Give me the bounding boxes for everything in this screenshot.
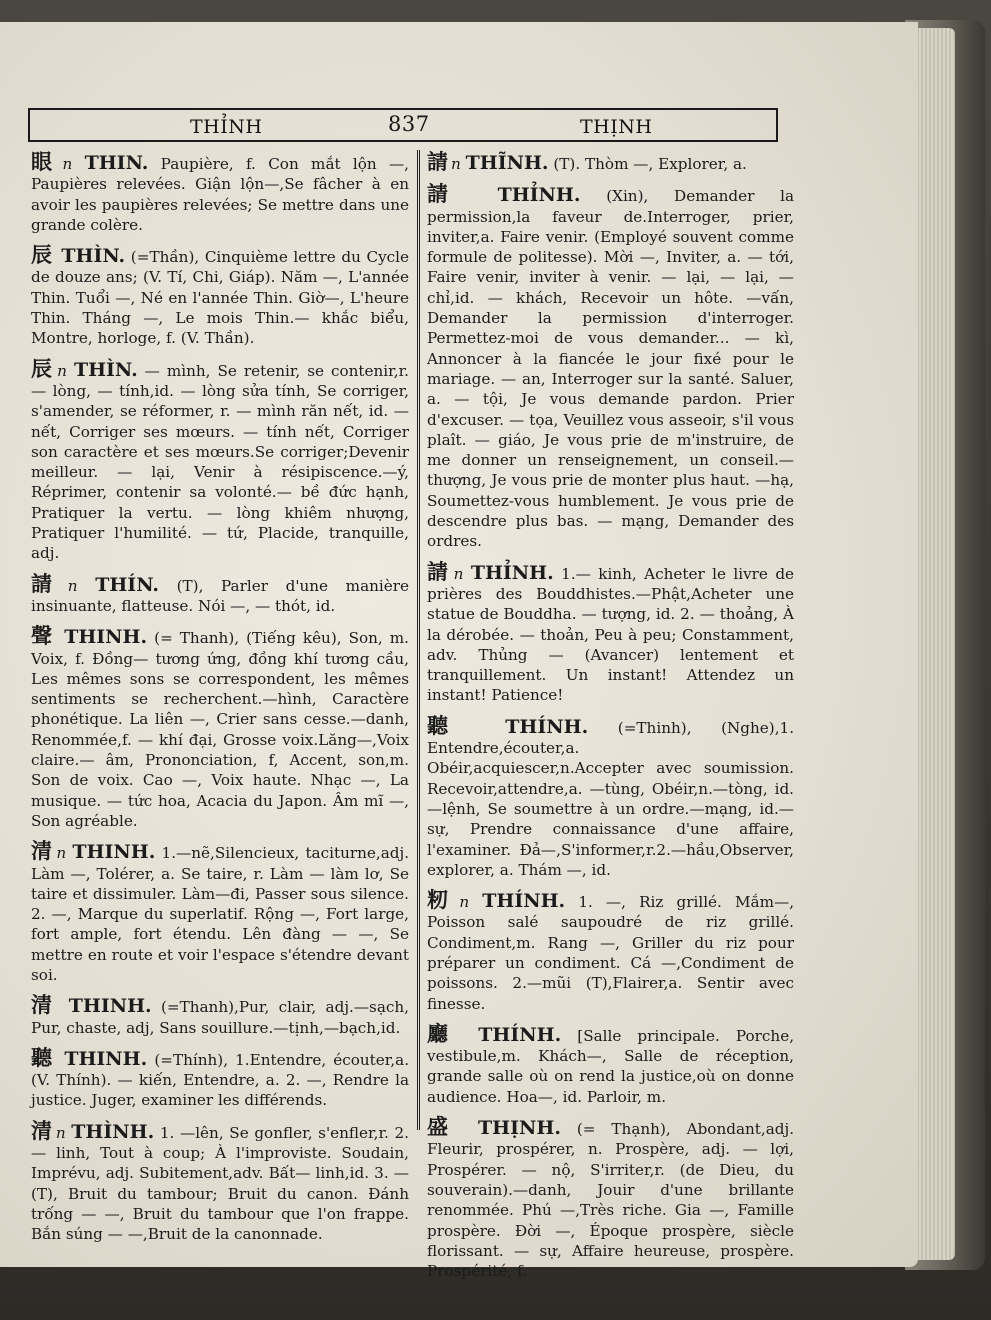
entry-pos: n — [67, 576, 78, 595]
dictionary-entry — [31, 623, 410, 831]
entry-definition: 1.—nẽ,Silencieux, taciturne,adj. Làm —, Tolérer, a. Se taire, r. Làm — làm lơ, Se taire et dissimuler. Làm—đi, Passer sous silence. 2. —, Marque du superlatif. Rộng —, Fort large, fort ample, fort étendu. Lên đàng — —, Se mettre en route et voir l'espace s'étendre devant soi. — [31, 844, 410, 984]
han-character: 辰 — [31, 242, 53, 268]
han-character: 聲 — [31, 623, 55, 649]
right-column — [427, 149, 795, 1291]
entry-definition: (Xin), Demander la permission,la faveur de.Interroger, prier, inviter,a. Faire venir. (Employé souvent comme formule de politesse). Mời —, Inviter, a. — tới, Faire venir, inviter à venir. — lại, — lại, — chỉ,id. — khách, Recevoir un hôte. —vấn, Demander la permission d'interroger. Permettez-moi de vous demander... — kì, Annoncer à la fiancée le jour fixé pour le mariage. — an, Interroger sur la santé. Saluer, a. — tội, Je vous demande pardon. Prier d'excuser. — tọa, Veuillez vous asseoir, s'il vous plaît. — giáo, Je vous prie de m'instruire, de me donner un renseignement, un conseil.— thượng, Je vous prie de monter plus haut. —hạ, Soumettez-vous humblement. Je vous prie de descendre plus bas. — mạng, Demander des ordres. — [427, 187, 795, 551]
dictionary-entry — [31, 1117, 410, 1245]
entry-definition: (= Thanh), (Tiếng kêu), Son, m. Voix, f. Đồng— tương ứng, đồng khí tương cầu, Les mêmes sons se correspondent, les mêmes sentiments se recherchent.—hình, Caractère phonétique. La liên —, Crier sans cesse.—danh, Renommée,f. — khí đại, Grosse voix.Lăng—,Voix claire.— âm, Prononciation, f, Accent, son,m. Son de voix. Cao —, Voix haute. Nhạc —, La musique. — tức hoa, Acacia du Japon. Âm mĩ —, Son agréable. — [31, 629, 410, 830]
column-divider — [417, 150, 420, 1130]
dictionary-entry — [31, 1044, 410, 1111]
entry-definition: 1. —, Riz grillé. Mắm—, Poisson salé saupoudré de riz grillé. Condiment,m. Rang —, Griller du riz pour préparer un condiment. Cá —,Condiment de poissons. 2.—mũi (T),Flairer,a. Sentir avec finesse. — [427, 893, 795, 1013]
entry-headword: THỊNH. — [478, 1117, 561, 1140]
han-character: 清 — [31, 992, 57, 1018]
entry-headword: THÌN. — [73, 358, 138, 381]
han-character: 請 — [31, 570, 65, 596]
entry-pos: n — [56, 844, 67, 863]
dictionary-entry — [427, 887, 795, 1014]
dictionary-entry — [427, 181, 795, 551]
dictionary-entry — [31, 992, 410, 1038]
han-character: 清 — [31, 1117, 53, 1143]
entry-headword: THINH. — [64, 1047, 148, 1070]
han-character: 眼 — [31, 149, 60, 174]
han-character: 請 — [427, 181, 469, 207]
entry-pos: n — [62, 155, 73, 173]
han-character: 廳 — [427, 1020, 460, 1046]
entry-headword: THÍNH. — [482, 890, 566, 913]
page-header — [28, 108, 778, 142]
entry-headword: THỈNH. — [497, 184, 581, 207]
dictionary-entry — [427, 712, 795, 880]
entry-definition: (= Thạnh), Abondant,adj. Fleurir, prospérer, n. Prospère, adj. — lợi, Prospérer. — nộ, S'irriter,r. (de Dieu, du souverain).—danh, Jouir d'une brillante renommée. Phú —,Très riche. Gia —, Famille prospère. Đời —, Époque prospère, siècle florissant. — sự, Affaire heureuse, prospère. Prospérité, f. — [427, 1120, 795, 1281]
dictionary-entry — [31, 570, 410, 617]
entry-headword: THINH. — [64, 626, 148, 649]
entry-definition: (T). Thòm —, Explorer, a. — [553, 155, 747, 173]
entry-headword: THÍNH. — [478, 1023, 562, 1046]
entry-pos: n — [55, 1123, 66, 1142]
han-character: 聽 — [31, 1044, 55, 1070]
han-character: 辰 — [31, 355, 55, 381]
dictionary-entry — [31, 242, 410, 348]
entry-headword: THINH. — [72, 841, 156, 864]
page-number: 837 — [388, 112, 430, 136]
entry-definition: (=Thính), 1.Entendre, écouter,a. (V. Thính). — kiến, Entendre, a. 2. —, Rendre la justice. Juger, examiner les différends. — [31, 1050, 410, 1110]
entry-pos: n — [453, 564, 464, 583]
entry-definition: Paupière, f. Con mắt lộn —, Paupières relevées. Giận lộn—,Se fâcher à en avoir les paupières relevées; Se mettre dans une grande colère. — [31, 155, 410, 234]
header-left-word: THỈNH — [190, 116, 263, 138]
entry-headword: THÍNH. — [505, 715, 589, 738]
han-character: 請 — [427, 558, 451, 584]
dictionary-entry — [427, 149, 794, 174]
entry-definition: (=Thần), Cinquième lettre du Cycle de douze ans; (V. Tí, Chi, Giáp). Năm —, L'année Thin. Tuổi —, Né en l'année Thin. Giờ—, L'heure Thin. Tháng —, Le mois Thin.— khắc biểu, Montre, horloge, f. (V. Thần). — [31, 248, 410, 348]
entry-headword: THIN. — [84, 152, 149, 174]
left-column — [31, 149, 410, 1255]
dictionary-entry — [31, 149, 410, 235]
han-character: 籾 — [427, 887, 457, 913]
entry-definition: (T), Parler d'une manière insinuante, flatteuse. Nói —, — thót, id. — [31, 576, 410, 615]
entry-definition: 1. —lên, Se gonfler, s'enfler,r. 2. — linh, Tout à coup; À l'improviste. Soudain, Imprévu, adj. Subitement,adv. Bất— linh,id. 3. — (T), Bruit du tambour; Bruit du canon. Đánh trống — —, Bruit du tambour que l'on frappe. Bắn súng — —,Bruit de la canonnade. — [31, 1123, 410, 1244]
header-right-word: THỊNH — [580, 116, 653, 138]
entry-headword: THÌN. — [61, 245, 126, 268]
entry-headword: THINH. — [68, 995, 152, 1018]
entry-definition: — mình, Se retenir, se contenir,r. — lòng, — tính,id. — lòng sửa tính, Se corriger, s'amender, se réformer, r. — mình răn nết, id. — nết, Corriger ses mœurs. — tính nết, Corriger son caractère et ses mœurs.Se corriger;Devenir meilleur. — lại, Venir à résipiscence.—ý, Réprimer, contenir sa volonté.— bề đức hạnh, Pratiquer la vertu. — lòng khiêm nhượng, Pratiquer l'humilité. — tứ, Placide, tranquille, adj. — [31, 361, 409, 563]
entry-definition: [Salle principale. Porche, vestibule,m. Khách—, Salle de réception, grande salle où on rend la justice,où on donne audience. Hoa—, id. Parloir, m. — [427, 1026, 795, 1106]
entry-definition: 1.— kinh, Acheter le livre de prières des Bouddhistes.—Phật,Acheter une statue de Bouddha. — tượng, id. 2. — thoảng, À la dérobée. — thoản, Peu à peu; Constamment, adv. Thủng — (Avancer) lentement et tranquillement. Un instant! Attendez un instant! Patience! — [427, 564, 795, 705]
entry-pos: n — [451, 155, 461, 173]
dictionary-entry — [31, 355, 409, 564]
han-character: 聽 — [427, 712, 473, 738]
entry-definition: (=Thanh),Pur, clair, adj.—sạch, Pur, chaste, adj, Sans souillure.—tịnh,—bạch,id. — [31, 998, 410, 1037]
entry-headword: THỈNH. — [470, 561, 554, 584]
entry-headword: THÍN. — [95, 573, 159, 596]
dictionary-entry — [427, 1114, 795, 1281]
han-character: 清 — [31, 838, 54, 864]
entry-pos: n — [459, 893, 470, 912]
entry-headword: THĨNH. — [465, 152, 549, 174]
entry-definition: (=Thinh), (Nghe),1. Entendre,écouter,a. Obéir,acquiescer,n.Accepter avec soumission. Recevoir,attendre,a. —tùng, Obéir,n.—tòng, id. —lệnh, Se soumettre à un ordre.—mạng, id.— sự, Prendre connaissance d'une affaire, l'examiner. Đả—,S'informer,r.2.—hầu,Observer, explorer, a. Thám —, id. — [427, 718, 795, 879]
dictionary-entry — [427, 1020, 795, 1107]
entry-pos: n — [57, 361, 67, 380]
dictionary-entry — [427, 558, 795, 706]
han-character: 請 — [427, 149, 448, 174]
dictionary-entry — [31, 838, 410, 985]
entry-headword: THÌNH. — [71, 1120, 155, 1143]
han-character: 盛 — [427, 1114, 460, 1140]
